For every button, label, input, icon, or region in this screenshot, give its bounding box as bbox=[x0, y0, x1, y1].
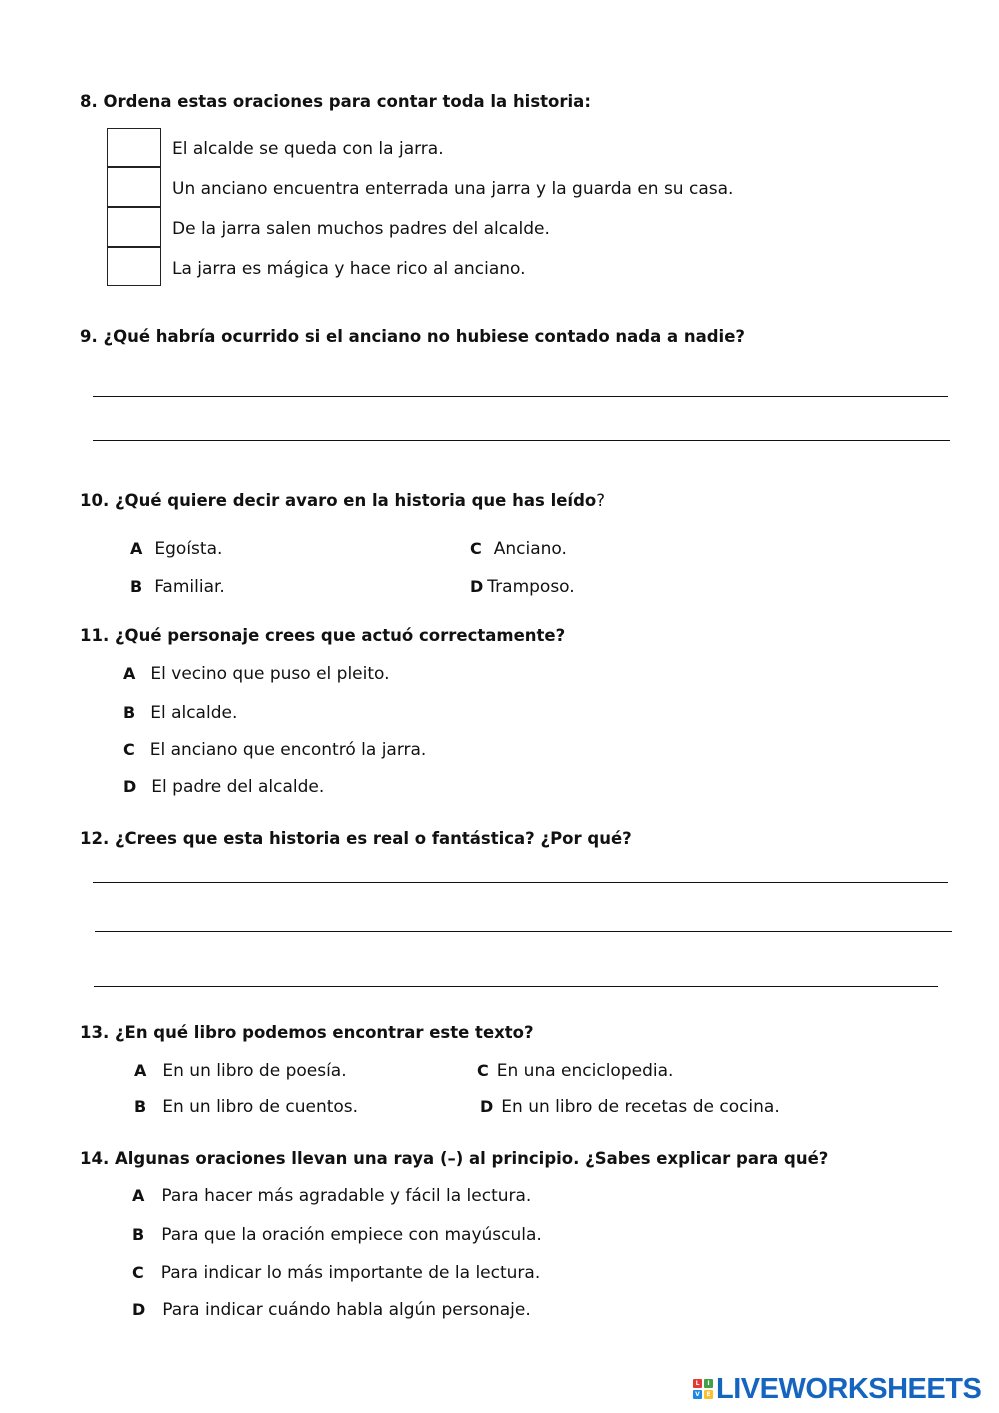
q8-item-1: El alcalde se queda con la jarra. bbox=[172, 139, 444, 159]
q9-answer-line-2[interactable] bbox=[93, 440, 950, 441]
q14-option-c[interactable] bbox=[132, 1263, 540, 1283]
q8-item-3: De la jarra salen muchos padres del alcalde. bbox=[172, 219, 550, 239]
liveworksheets-logo bbox=[693, 1372, 981, 1406]
option-text: Egoísta. bbox=[154, 539, 223, 559]
option-text: Anciano. bbox=[493, 539, 567, 559]
option-text: El alcalde. bbox=[150, 703, 238, 723]
option-letter: C bbox=[123, 740, 135, 759]
option-text: Familiar. bbox=[154, 577, 225, 597]
option-text: El anciano que encontró la jarra. bbox=[149, 740, 427, 760]
option-text: En un libro de recetas de cocina. bbox=[501, 1097, 780, 1117]
order-box-1[interactable] bbox=[107, 128, 161, 168]
option-text: Para indicar lo más importante de la lectura. bbox=[160, 1263, 541, 1283]
option-letter: C bbox=[132, 1263, 144, 1282]
q13-option-c[interactable] bbox=[477, 1061, 673, 1081]
order-box-2[interactable] bbox=[107, 166, 161, 208]
logo-mark-e: E bbox=[704, 1390, 713, 1399]
logo-mark-icon bbox=[693, 1379, 713, 1399]
logo-mark-i: I bbox=[704, 1379, 713, 1388]
option-letter: A bbox=[123, 664, 136, 683]
option-text: El vecino que puso el pleito. bbox=[150, 664, 390, 684]
option-letter: B bbox=[130, 577, 143, 596]
option-letter: A bbox=[134, 1061, 147, 1080]
q14-option-d[interactable] bbox=[132, 1300, 531, 1320]
q13-title: 13. ¿En qué libro podemos encontrar este texto? bbox=[80, 1023, 534, 1042]
q11-option-c[interactable] bbox=[123, 740, 426, 760]
q10-option-c[interactable] bbox=[470, 539, 567, 559]
q9-title: 9. ¿Qué habría ocurrido si el anciano no hubiese contado nada a nadie? bbox=[80, 327, 745, 346]
option-letter: B bbox=[134, 1097, 147, 1116]
option-letter: C bbox=[477, 1061, 489, 1080]
option-letter: D bbox=[480, 1097, 494, 1116]
option-text: En un libro de cuentos. bbox=[162, 1097, 359, 1117]
option-text: En una enciclopedia. bbox=[496, 1061, 674, 1081]
option-letter: B bbox=[123, 703, 136, 722]
q12-answer-line-1[interactable] bbox=[93, 882, 948, 883]
q8-item-2: Un anciano encuentra enterrada una jarra y la guarda en su casa. bbox=[172, 179, 734, 199]
q11-option-d[interactable] bbox=[123, 777, 324, 797]
option-letter: A bbox=[130, 539, 143, 558]
option-letter: D bbox=[132, 1300, 146, 1319]
option-text: Para indicar cuándo habla algún personaje. bbox=[162, 1300, 531, 1320]
q12-answer-line-2[interactable] bbox=[95, 931, 952, 932]
logo-mark-l: L bbox=[693, 1379, 702, 1388]
option-text: En un libro de poesía. bbox=[162, 1061, 347, 1081]
q11-option-b[interactable] bbox=[123, 703, 237, 723]
option-text: Para que la oración empiece con mayúscula. bbox=[161, 1225, 542, 1245]
q8-item-4: La jarra es mágica y hace rico al anciano. bbox=[172, 259, 526, 279]
order-box-3[interactable] bbox=[107, 206, 161, 248]
q8-title: 8. Ordena estas oraciones para contar toda la historia: bbox=[80, 92, 591, 111]
order-box-4[interactable] bbox=[107, 246, 161, 286]
q13-option-d[interactable] bbox=[480, 1097, 780, 1117]
q10-title bbox=[80, 491, 605, 510]
option-letter: D bbox=[123, 777, 137, 796]
q13-option-b[interactable] bbox=[134, 1097, 358, 1117]
logo-mark-v: V bbox=[693, 1390, 702, 1399]
q14-option-b[interactable] bbox=[132, 1225, 542, 1245]
option-text: Tramposo. bbox=[487, 577, 575, 597]
option-letter: C bbox=[470, 539, 482, 558]
option-text: El padre del alcalde. bbox=[151, 777, 325, 797]
q14-title: 14. Algunas oraciones llevan una raya (–) al principio. ¿Sabes explicar para qué? bbox=[80, 1149, 829, 1168]
q9-answer-line-1[interactable] bbox=[93, 396, 948, 397]
option-letter: B bbox=[132, 1225, 145, 1244]
q10-title-text: 10. ¿Qué quiere decir avaro en la historia que has leído bbox=[80, 491, 597, 510]
option-letter: A bbox=[132, 1186, 145, 1205]
q11-option-a[interactable] bbox=[123, 664, 390, 684]
q12-title: 12. ¿Crees que esta historia es real o fantástica? ¿Por qué? bbox=[80, 829, 632, 848]
q11-title: 11. ¿Qué personaje crees que actuó correctamente? bbox=[80, 626, 566, 645]
option-text: Para hacer más agradable y fácil la lectura. bbox=[161, 1186, 532, 1206]
q10-title-end: ? bbox=[596, 491, 605, 510]
logo-text: LIVEWORKSHEETS bbox=[716, 1372, 982, 1405]
option-letter: D bbox=[470, 577, 484, 596]
q10-option-a[interactable] bbox=[130, 539, 222, 559]
q10-option-b[interactable] bbox=[130, 577, 225, 597]
q12-answer-line-3[interactable] bbox=[94, 986, 938, 987]
q13-option-a[interactable] bbox=[134, 1061, 347, 1081]
q14-option-a[interactable] bbox=[132, 1186, 531, 1206]
q10-option-d[interactable] bbox=[470, 577, 575, 597]
